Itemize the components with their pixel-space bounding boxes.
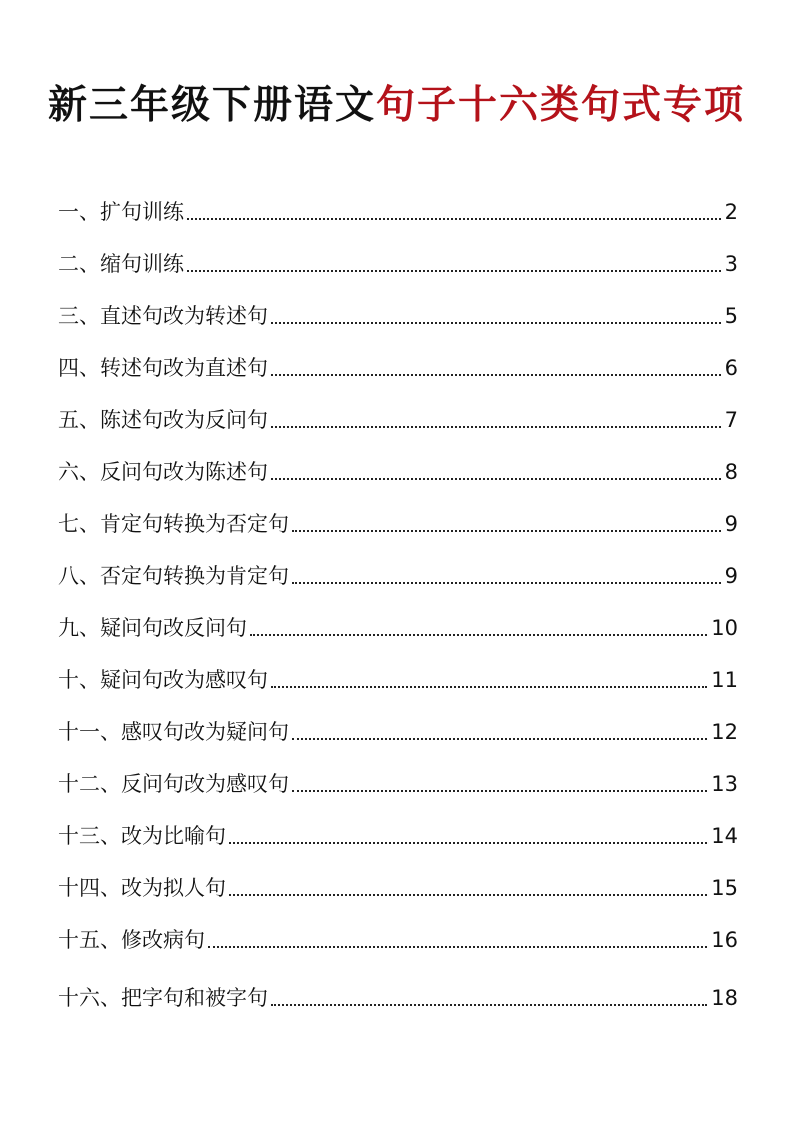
toc-item-label: 缩句训练 (100, 252, 184, 276)
toc-item[interactable] (58, 716, 738, 748)
toc-item-number: 十六、 (58, 986, 121, 1010)
toc-item[interactable] (58, 508, 738, 540)
toc-item-label: 陈述句改为反问句 (100, 408, 268, 432)
toc-dot-leader (271, 374, 721, 376)
toc-item-page: 9 (724, 512, 738, 536)
toc-dot-leader (292, 790, 707, 792)
toc-item-number: 十四、 (58, 876, 121, 900)
toc-item-label: 反问句改为陈述句 (100, 460, 268, 484)
toc-item[interactable] (58, 982, 738, 1014)
toc-item[interactable] (58, 456, 738, 488)
toc-item-page: 9 (724, 564, 738, 588)
toc-item-number: 八、 (58, 564, 100, 588)
toc-item-page: 15 (711, 876, 738, 900)
toc-item[interactable] (58, 352, 738, 384)
toc-item[interactable] (58, 404, 738, 436)
toc-dot-leader (187, 218, 721, 220)
toc-item-number: 十五、 (58, 928, 121, 952)
toc-dot-leader (250, 634, 707, 636)
toc-item[interactable] (58, 872, 738, 904)
toc-item-page: 18 (711, 986, 738, 1010)
toc-item-number: 十、 (58, 668, 100, 692)
toc-dot-leader (271, 1004, 707, 1006)
toc-item[interactable] (58, 300, 738, 332)
toc-item-page: 16 (711, 928, 738, 952)
toc-item-label: 把字句和被字句 (121, 986, 268, 1010)
toc-item-page: 3 (724, 252, 738, 276)
toc-item-page: 11 (711, 668, 738, 692)
toc-item-page: 12 (711, 720, 738, 744)
toc-dot-leader (292, 738, 707, 740)
toc-dot-leader (292, 582, 721, 584)
toc-item[interactable] (58, 248, 738, 280)
toc-item-number: 七、 (58, 512, 100, 536)
toc-item-number: 十二、 (58, 772, 121, 796)
toc-item-label: 修改病句 (121, 928, 205, 952)
toc-dot-leader (229, 894, 707, 896)
toc-item[interactable] (58, 820, 738, 852)
toc-item-label: 疑问句改反问句 (100, 616, 247, 640)
toc-item-number: 五、 (58, 408, 100, 432)
toc-item[interactable] (58, 664, 738, 696)
toc-item-number: 四、 (58, 356, 100, 380)
toc-dot-leader (208, 946, 707, 948)
toc-item[interactable] (58, 560, 738, 592)
toc-item[interactable] (58, 768, 738, 800)
toc-item[interactable] (58, 612, 738, 644)
toc-dot-leader (229, 842, 707, 844)
toc-item-number: 二、 (58, 252, 100, 276)
toc-item-page: 2 (724, 200, 738, 224)
toc-item-label: 改为拟人句 (121, 876, 226, 900)
toc-item-number: 十一、 (58, 720, 121, 744)
toc-item-number: 三、 (58, 304, 100, 328)
toc-dot-leader (271, 478, 721, 480)
toc-item-page: 5 (724, 304, 738, 328)
toc-item-page: 7 (724, 408, 738, 432)
toc-item[interactable] (58, 196, 738, 228)
toc-dot-leader (271, 426, 721, 428)
toc-item-page: 14 (711, 824, 738, 848)
toc-item-label: 反问句改为感叹句 (121, 772, 289, 796)
toc-item-label: 直述句改为转述句 (100, 304, 268, 328)
toc-dot-leader (187, 270, 721, 272)
toc-item-label: 转述句改为直述句 (100, 356, 268, 380)
toc-item[interactable] (58, 924, 738, 956)
toc-item-number: 一、 (58, 200, 100, 224)
toc-dot-leader (271, 322, 721, 324)
toc-item-page: 13 (711, 772, 738, 796)
toc-item-page: 8 (724, 460, 738, 484)
toc-dot-leader (292, 530, 721, 532)
toc-item-label: 肯定句转换为否定句 (100, 512, 289, 536)
page-title (0, 78, 793, 132)
toc-item-number: 十三、 (58, 824, 121, 848)
title-red-part: 句子十六类句式专项 (376, 82, 746, 129)
toc-item-number: 六、 (58, 460, 100, 484)
toc-item-number: 九、 (58, 616, 100, 640)
toc-item-label: 改为比喻句 (121, 824, 226, 848)
toc-item-page: 6 (724, 356, 738, 380)
toc-item-page: 10 (711, 616, 738, 640)
title-black-part: 新三年级下册语文 (47, 82, 376, 129)
toc-item-label: 感叹句改为疑问句 (121, 720, 289, 744)
toc-dot-leader (271, 686, 707, 688)
toc-item-label: 疑问句改为感叹句 (100, 668, 268, 692)
toc-item-label: 扩句训练 (100, 200, 184, 224)
toc-item-label: 否定句转换为肯定句 (100, 564, 289, 588)
